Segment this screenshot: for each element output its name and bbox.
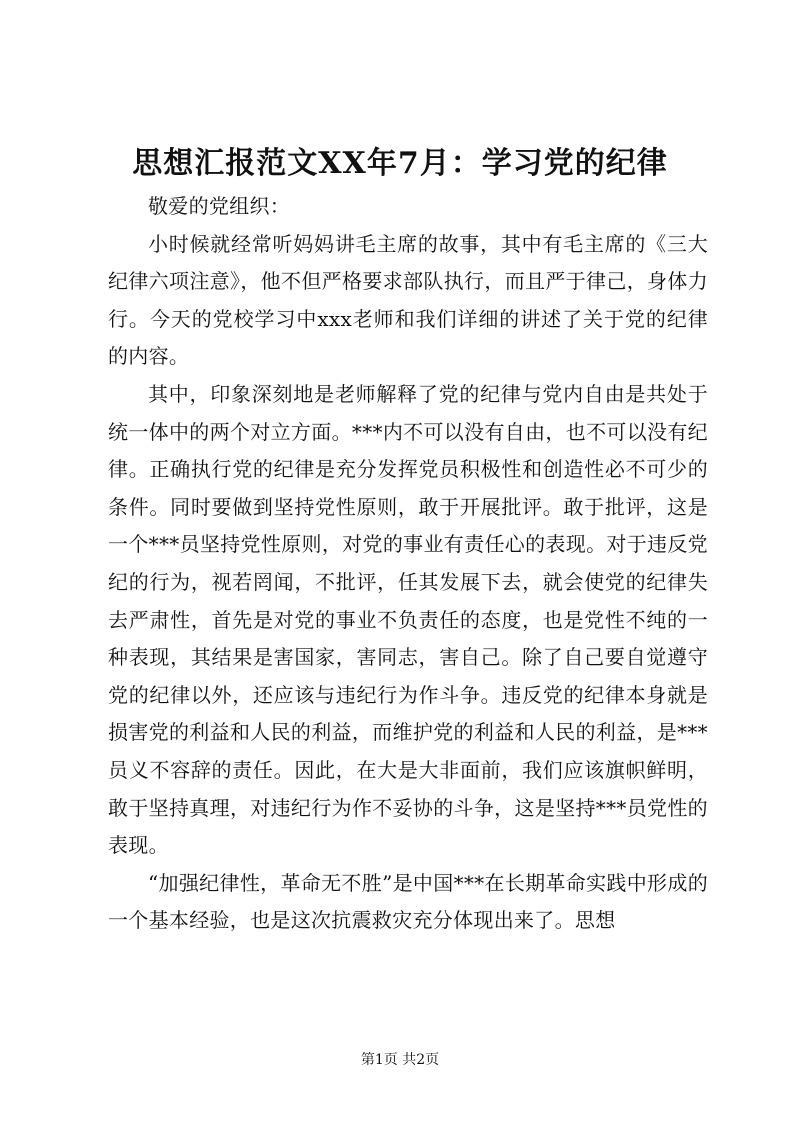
body-paragraph: “加强纪律性，革命无不胜”是中国***在长期革命实践中形成的一个基本经验，也是这次抗震救灾充分体现出来了。思想 — [108, 870, 708, 933]
page-footer: 第1页 共2页 — [360, 1052, 440, 1068]
document-title: 思想汇报范文XX年7月：学习党的纪律 — [132, 146, 668, 181]
body-paragraph: 小时候就经常听妈妈讲毛主席的故事，其中有毛主席的《三大纪律六项注意》，他不但严格要求部队执行，而且严于律己，身体力行。今天的党校学习中xxx老师和我们详细的讲述了关于党的纪律的内容。 — [108, 231, 708, 369]
body-paragraph: 其中，印象深刻地是老师解释了党的纪律与党内自由是共处于统一体中的两个对立方面。***内不可以没有自由，也不可以没有纪律。正确执行党的纪律是充分发挥党员积极性和创造性必不可少的条件。同时要做到坚持党性原则，敢于开展批评。敢于批评，这是一个***员坚持党性原则，对党的事业有责任心的表现。对于违反党纪的行为，视若罔闻，不批评，任其发展下去，就会使党的纪律失去严肃性，首先是对党的事业不负责任的态度，也是党性不纯的一种表现，其结果是害国家，害同志，害自己。除了自己要自觉遵守党的纪律以外，还应该与违纪行为作斗争。违反党的纪律本身就是损害党的利益和人民的利益，而维护党的利益和人民的利益，是***员义不容辞的责任。因此，在大是大非面前，我们应该旗帜鲜明，敢于坚持真理，对违纪行为作不妥协的斗争，这是坚持***员党性的表现。 — [108, 381, 708, 858]
document-body — [108, 188, 708, 940]
salutation-paragraph: 敬爱的党组织： — [148, 194, 291, 218]
